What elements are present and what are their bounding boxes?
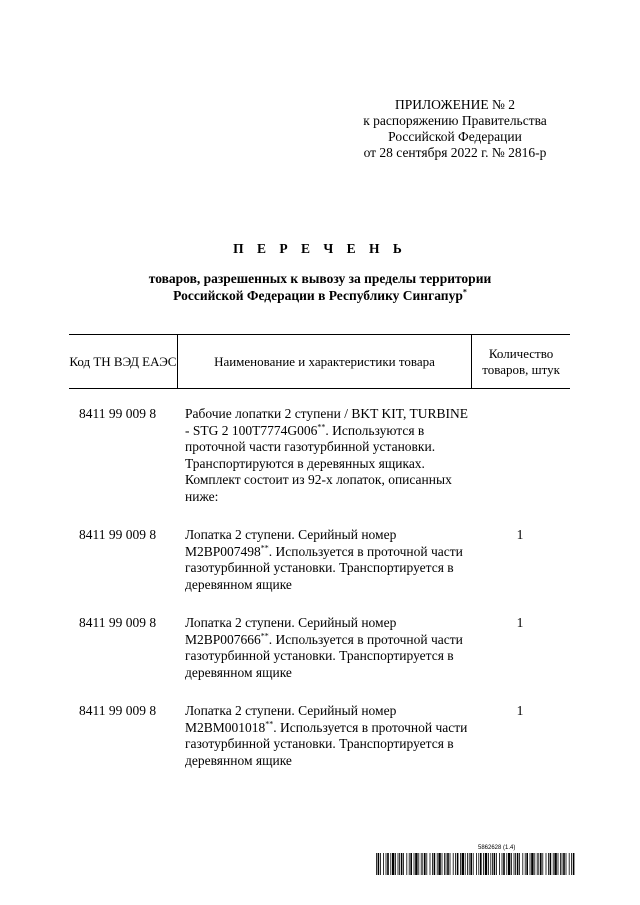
table-row <box>69 406 570 505</box>
document-title-block <box>60 240 580 304</box>
row-quantity: 1 <box>516 703 524 718</box>
row-code: 8411 99 009 8 <box>79 406 157 421</box>
row-name <box>177 615 471 681</box>
table-header <box>69 334 570 389</box>
row-footnote-mark: ** <box>260 543 269 552</box>
table-row <box>69 703 570 769</box>
barcode-number: 5862628 (1.4) <box>478 845 516 851</box>
row-footnote-mark: ** <box>317 422 326 431</box>
row-quantity <box>471 406 569 505</box>
row-name <box>177 703 471 769</box>
footnote-mark: * <box>462 287 467 297</box>
document-title: П Е Р Е Ч Е Н Ь <box>233 241 407 256</box>
row-name-text: Лопатка 2 ступени. Серийный номер M2BP007498 <box>185 527 397 559</box>
row-code: 8411 99 009 8 <box>79 527 157 542</box>
row-name-text: Рабочие лопатки 2 ступени / BKT KIT, TURBINE - STG 2 100T7774G006 <box>185 406 468 438</box>
row-name <box>177 527 471 593</box>
table-body <box>69 406 570 769</box>
header-quantity: Количество товаров, штук <box>482 345 560 377</box>
appendix-line-government: Российской Федерации <box>388 129 522 144</box>
header-name: Наименование и характеристики товара <box>178 335 472 388</box>
row-name-text-rest: . Используются в проточной части газотурбинной установки. Транспортируются в деревянных ящиках. Комплект состоит из 92-х лопаток, описанных ниже: <box>185 422 452 504</box>
barcode <box>376 853 576 875</box>
row-name-text: Лопатка 2 ступени. Серийный номер M2BP007666 <box>185 615 397 647</box>
appendix-block <box>340 97 570 161</box>
table-row <box>69 527 570 593</box>
row-name <box>177 406 471 505</box>
row-code: 8411 99 009 8 <box>79 615 157 630</box>
header-code: Код ТН ВЭД ЕАЭС <box>69 335 178 388</box>
table-row <box>69 615 570 681</box>
row-name-text: Лопатка 2 ступени. Серийный номер M2BM001018 <box>185 703 397 735</box>
row-name-text-rest: . Используется в проточной части газотурбинной установки. Транспортируется в деревянном ящике <box>185 631 463 680</box>
row-name-text-rest: . Используется в проточной части газотурбинной установки. Транспортируется в деревянном ящике <box>185 543 463 592</box>
row-footnote-mark: ** <box>265 719 274 728</box>
row-quantity: 1 <box>516 615 524 630</box>
subtitle-line-2: Российской Федерации в Республику Сингапур <box>173 288 463 303</box>
row-quantity: 1 <box>516 527 524 542</box>
row-footnote-mark: ** <box>260 631 269 640</box>
appendix-title: ПРИЛОЖЕНИЕ № 2 <box>394 97 516 112</box>
appendix-line-order: к распоряжению Правительства <box>363 113 547 128</box>
row-code: 8411 99 009 8 <box>79 703 157 718</box>
appendix-line-date: от 28 сентября 2022 г. № 2816-р <box>363 145 547 160</box>
row-name-text-rest: . Используется в проточной части газотурбинной установки. Транспортируется в деревянном ящике <box>185 719 468 768</box>
document-subtitle <box>60 270 580 304</box>
subtitle-line-1: товаров, разрешенных к вывозу за пределы территории <box>148 271 492 286</box>
